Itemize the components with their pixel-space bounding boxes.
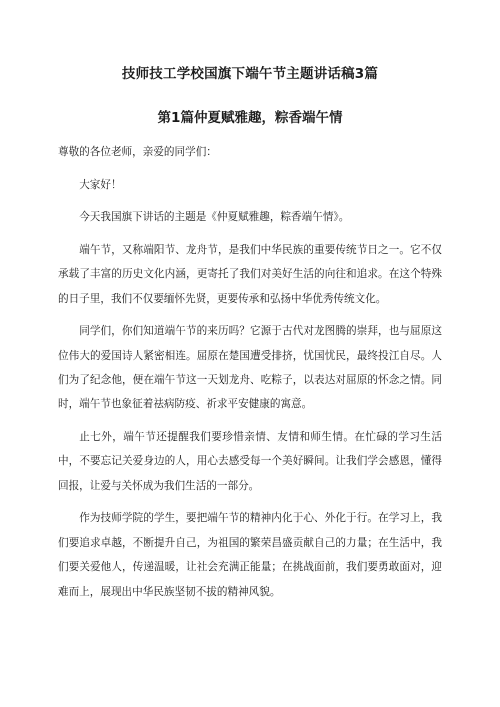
document-title: 技师技工学校国旗下端午节主题讲话稿3篇 <box>121 66 379 82</box>
body-paragraph: 端午节，又称端阳节、龙舟节，是我们中华民族的重要传统节日之一。它不仅承载了丰富的历史文化内涵，更寄托了我们对美好生活的向往和追求。在这个特殊的日子里，我们不仅要缅怀先贤，更要传承和弘扬中华优秀传统文化。 <box>58 243 442 305</box>
document-body <box>58 140 442 612</box>
body-paragraph: 同学们，你们知道端午节的来历吗？它源于古代对龙图腾的崇拜，也与屈原这位伟大的爱国诗人紧密相连。屈原在楚国遭受排挤，忧国忧民，最终投江自尽。人们为了纪念他，便在端午节这一天划龙舟、吃粽子，以表达对屈原的怀念之情。同时，端午节也象征着祛病防疫、祈求平安健康的寓意。 <box>58 325 442 411</box>
greeting-paragraph: 大家好！ <box>79 178 122 191</box>
salutation-paragraph: 尊敬的各位老师，亲爱的同学们： <box>58 146 217 158</box>
topic-paragraph: 今天我国旗下讲话的主题是《仲夏赋雅趣，粽香端午情》。 <box>79 211 350 224</box>
body-paragraph: 作为技师学院的学生，要把端午节的精神内化于心、外化于行。在学习上，我们要追求卓越，不断提升自己，为祖国的繁荣昌盛贡献自己的力量；在生活中，我们要关爱他人，传递温暖，让社会充满正能量；在挑战面前，我们要勇敢面对，迎难而上，展现出中华民族坚韧不拔的精神风貌。 <box>58 512 442 598</box>
document-subtitle: 第1篇仲夏赋雅趣，粽香端午情 <box>157 110 343 126</box>
body-paragraph: 止七外，端午节还提醒我们要珍惜亲情、友情和师生情。在忙碌的学习生活中，不要忘记关爱身边的人，用心去感受每一个美好瞬间。让我们学会感恩，懂得回报，让爱与关怀成为我们生活的一部分。 <box>58 431 442 492</box>
